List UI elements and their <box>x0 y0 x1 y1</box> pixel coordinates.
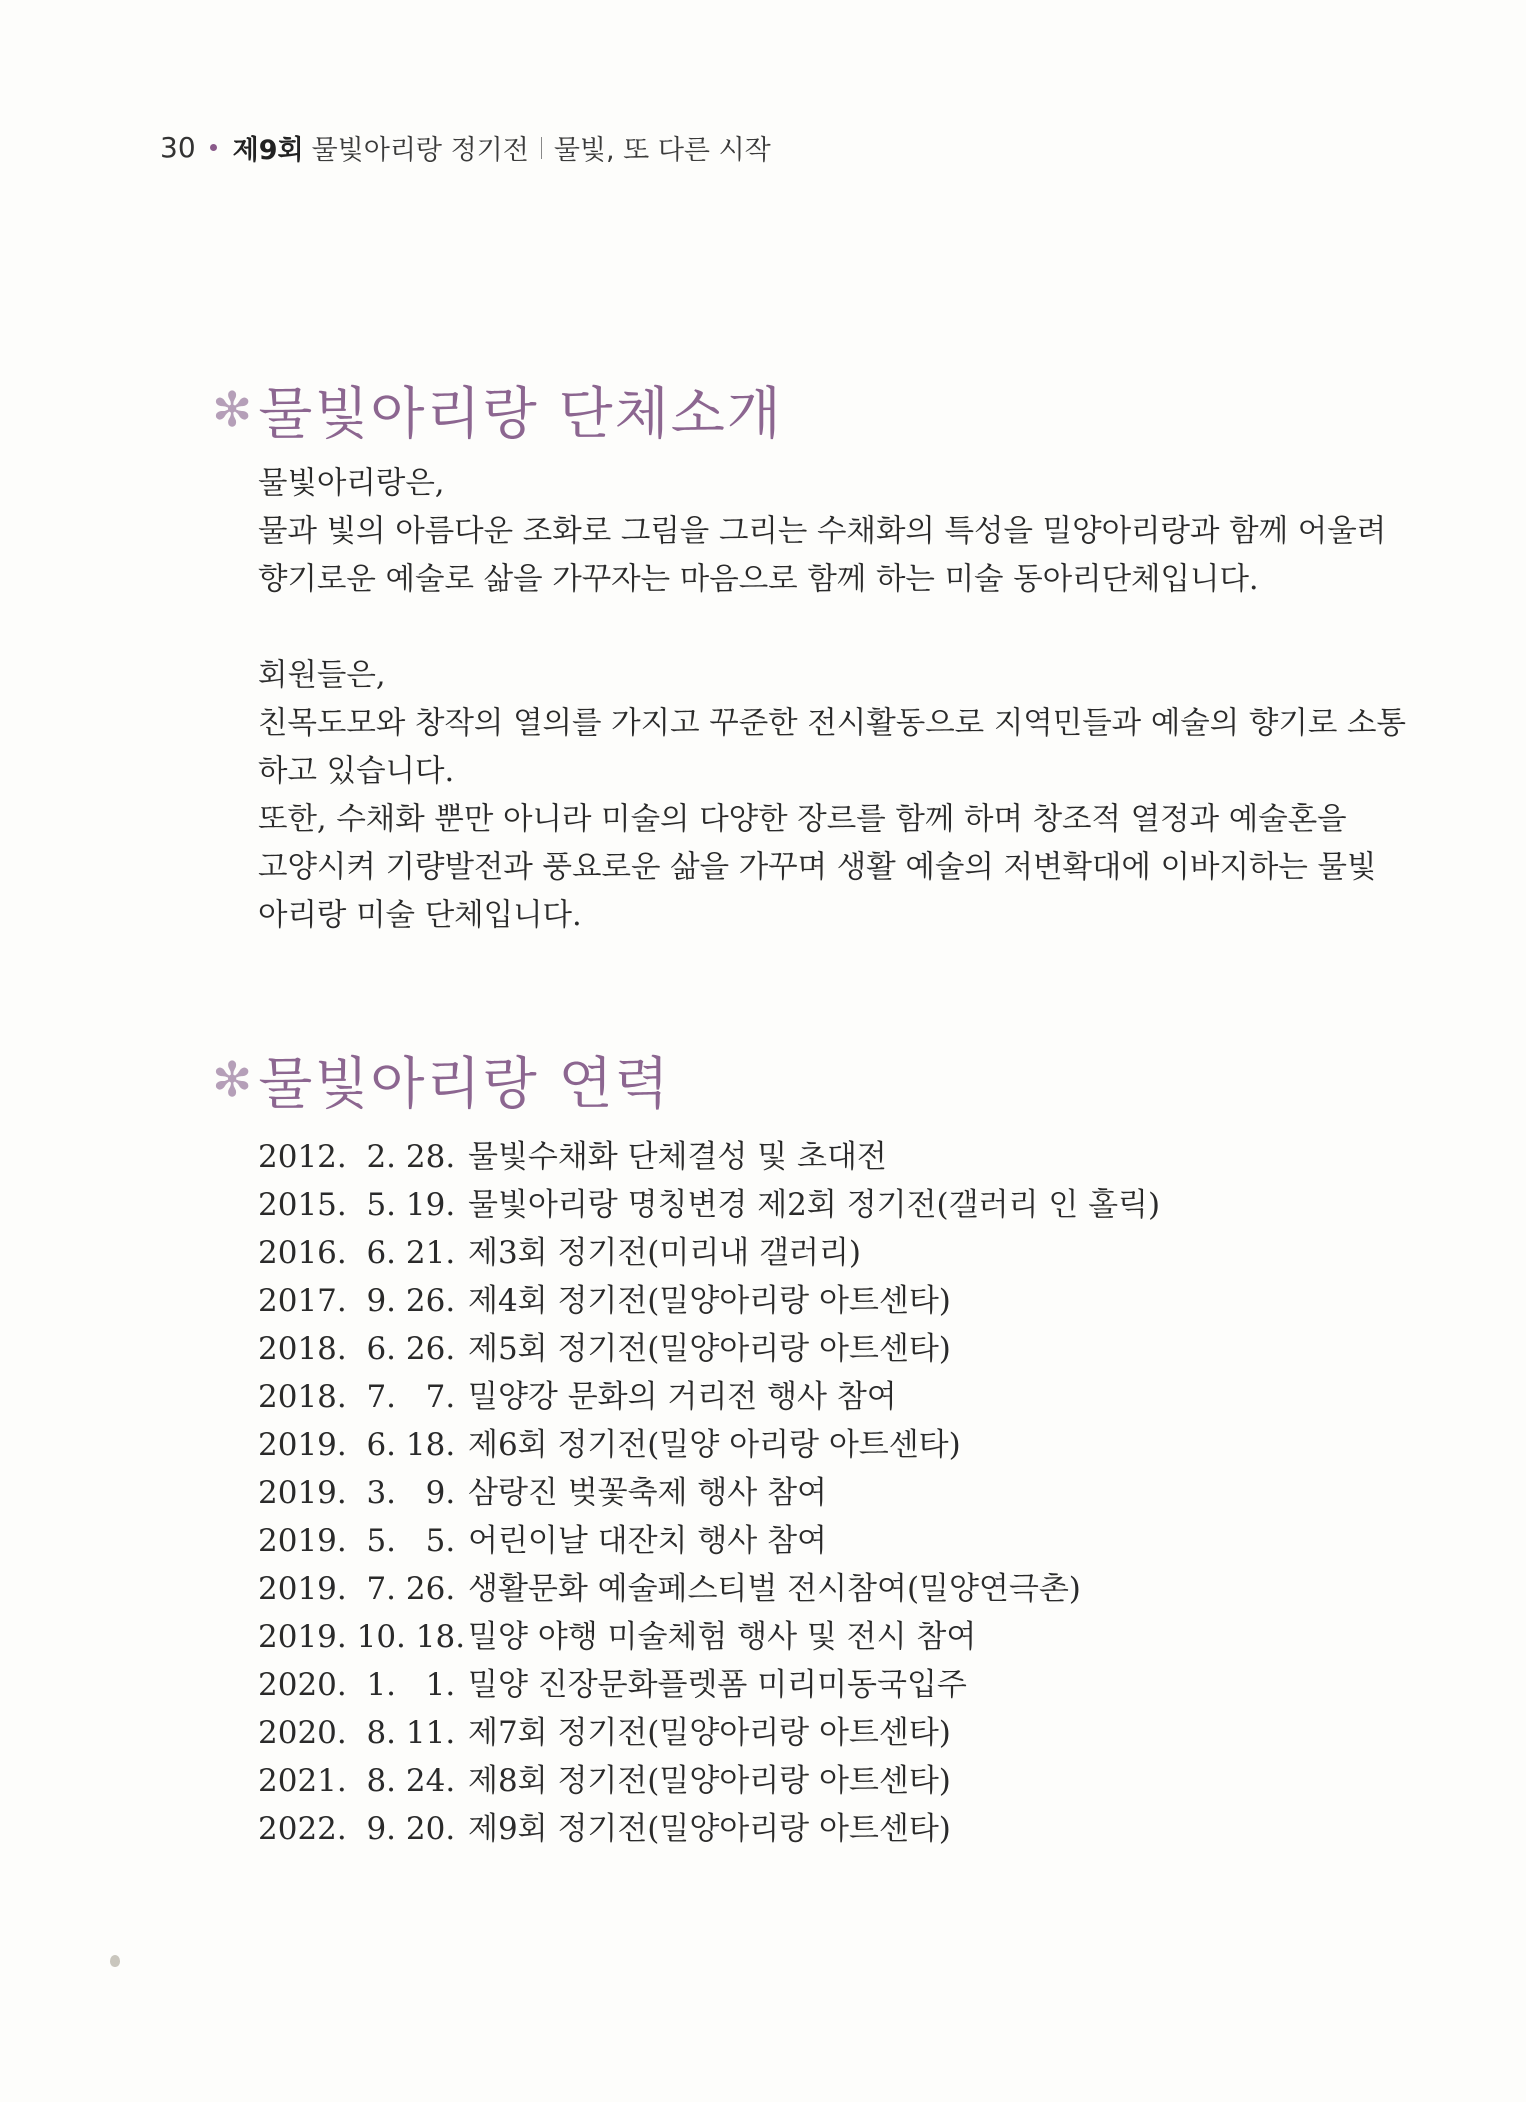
timeline-entry <box>258 1805 1160 1853</box>
timeline-entry <box>258 1565 1160 1613</box>
timeline-entry <box>258 1181 1160 1229</box>
timeline-entry <box>258 1421 1160 1469</box>
timeline-event: 밀양강 문화의 거리전 행사 참여 <box>468 1379 897 1415</box>
timeline-entry <box>258 1757 1160 1805</box>
timeline-event: 제8회 정기전(밀양아리랑 아트센타) <box>468 1763 951 1799</box>
timeline-event: 밀양 진장문화플렛폼 미리미동국입주 <box>468 1667 967 1703</box>
timeline-event: 밀양 야행 미술체험 행사 및 전시 참여 <box>468 1619 977 1655</box>
timeline-date: 2018. 7. 7. <box>258 1379 456 1415</box>
header-edition: 제9회 <box>232 135 304 166</box>
timeline-event: 어린이날 대잔치 행사 참여 <box>468 1523 827 1559</box>
timeline-entry <box>258 1661 1160 1709</box>
intro-body <box>258 460 1406 940</box>
running-header <box>160 128 771 167</box>
timeline-entry <box>258 1229 1160 1277</box>
timeline-event: 제5회 정기전(밀양아리랑 아트센타) <box>468 1331 951 1367</box>
timeline-event: 생활문화 예술페스티벌 전시참여(밀양연극촌) <box>468 1571 1081 1607</box>
timeline-event: 제9회 정기전(밀양아리랑 아트센타) <box>468 1811 951 1847</box>
intro-line: 아리랑 미술 단체입니다. <box>258 898 582 933</box>
intro-line: 친목도모와 창작의 열의를 가지고 꾸준한 전시활동으로 지역민들과 예술의 향기로 소통 <box>258 706 1406 741</box>
intro-line: 하고 있습니다. <box>258 754 455 789</box>
timeline-event: 제3회 정기전(미리내 갤러리) <box>468 1235 862 1271</box>
intro-line: 또한, 수채화 뿐만 아니라 미술의 다양한 장르를 함께 하며 창조적 열정과 예술혼을 <box>258 802 1347 837</box>
intro-line: 물빛아리랑은, <box>258 466 445 501</box>
timeline-date: 2019. 3. 9. <box>258 1475 456 1511</box>
intro-paragraph <box>258 652 1406 940</box>
timeline-date: 2019. 10. 18. <box>258 1619 466 1655</box>
timeline-event: 물빛아리랑 명칭변경 제2회 정기전(갤러리 인 홀릭) <box>468 1187 1161 1223</box>
paragraph-gap <box>258 604 1400 652</box>
timeline-entry <box>258 1613 1160 1661</box>
intro-line: 회원들은, <box>258 658 386 693</box>
timeline-entry <box>258 1277 1160 1325</box>
intro-line: 물과 빛의 아름다운 조화로 그림을 그리는 수채화의 특성을 밀양아리랑과 함께 어울려 <box>258 514 1387 549</box>
intro-line: 고양시켜 기량발전과 풍요로운 삶을 가꾸며 생활 예술의 저변확대에 이바지하는 물빛 <box>258 850 1377 885</box>
timeline-date: 2012. 2. 28. <box>258 1139 456 1175</box>
timeline-event: 제4회 정기전(밀양아리랑 아트센타) <box>468 1283 951 1319</box>
intro-heading <box>212 370 783 450</box>
timeline-date: 2022. 9. 20. <box>258 1811 456 1847</box>
timeline-event: 삼랑진 벚꽃축제 행사 참여 <box>468 1475 827 1511</box>
page-number: 30 <box>160 131 196 164</box>
timeline-date: 2019. 5. 5. <box>258 1523 456 1559</box>
timeline-entry <box>258 1469 1160 1517</box>
history-heading <box>212 1040 671 1120</box>
timeline-entry <box>258 1517 1160 1565</box>
timeline-event: 제7회 정기전(밀양아리랑 아트센타) <box>468 1715 951 1751</box>
timeline-date: 2016. 6. 21. <box>258 1235 456 1271</box>
timeline-event: 물빛수채화 단체결성 및 초대전 <box>468 1139 887 1175</box>
timeline-date: 2019. 6. 18. <box>258 1427 456 1463</box>
timeline-entry <box>258 1133 1160 1181</box>
asterisk-icon: ✻ <box>212 1052 253 1108</box>
dot-icon <box>210 144 217 151</box>
timeline-entry <box>258 1325 1160 1373</box>
timeline-event: 제6회 정기전(밀양 아리랑 아트센타) <box>468 1427 961 1463</box>
header-divider <box>541 137 542 159</box>
timeline-date: 2021. 8. 24. <box>258 1763 456 1799</box>
timeline-date: 2020. 1. 1. <box>258 1667 456 1703</box>
intro-paragraph <box>258 460 1400 604</box>
history-timeline <box>258 1133 1160 1853</box>
timeline-date: 2015. 5. 19. <box>258 1187 456 1223</box>
timeline-date: 2020. 8. 11. <box>258 1715 456 1751</box>
paper-speck-mark <box>110 1955 120 1967</box>
timeline-date: 2019. 7. 26. <box>258 1571 456 1607</box>
intro-line: 향기로운 예술로 삶을 가꾸자는 마음으로 함께 하는 미술 동아리단체입니다. <box>258 562 1259 597</box>
history-heading-text: 물빛아리랑 연력 <box>258 1052 671 1117</box>
asterisk-icon: ✻ <box>212 382 253 438</box>
timeline-entry <box>258 1709 1160 1757</box>
timeline-date: 2018. 6. 26. <box>258 1331 456 1367</box>
timeline-date: 2017. 9. 26. <box>258 1283 456 1319</box>
header-subtitle: 물빛, 또 다른 시작 <box>553 135 771 166</box>
intro-heading-text: 물빛아리랑 단체소개 <box>258 382 783 447</box>
timeline-entry <box>258 1373 1160 1421</box>
header-exhibition: 물빛아리랑 정기전 <box>311 135 529 166</box>
